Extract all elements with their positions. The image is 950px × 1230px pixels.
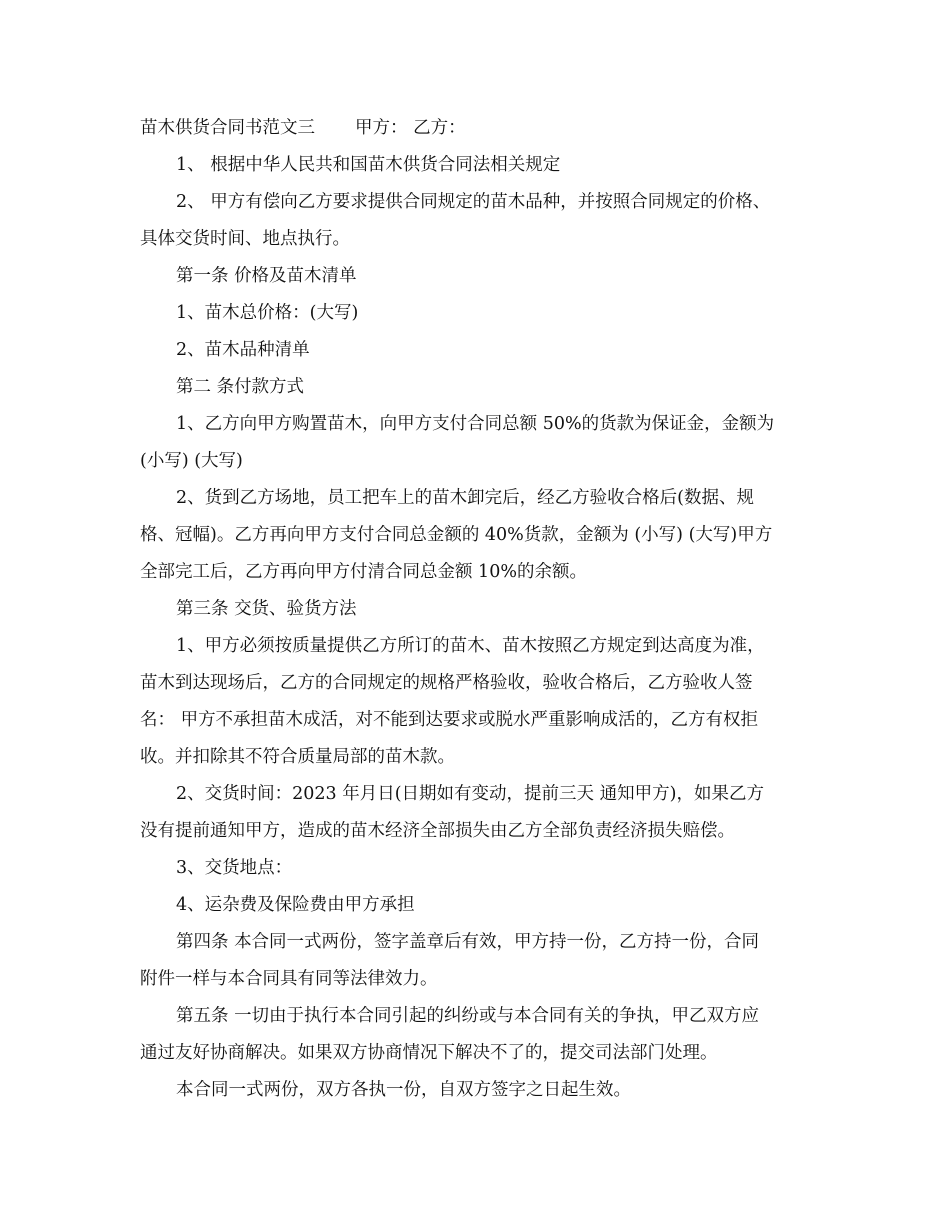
- party-a-label: 甲方：: [355, 118, 408, 138]
- document-title: 苗木供货合同书范文三: [140, 118, 315, 138]
- paragraph-line: 附件一样与本合同具有同等法律效力。: [140, 969, 438, 989]
- header-line: [140, 110, 812, 147]
- paragraph-line: 具体交货时间、地点执行。: [140, 229, 350, 249]
- section-heading: 第三条 交货、验货方法: [176, 599, 357, 619]
- contract-document: [140, 110, 812, 1109]
- section-heading: 第四条 本合同一式两份，签字盖章后有效，甲方持一份，乙方持一份，合同: [176, 932, 760, 952]
- paragraph-line: 4、运杂费及保险费由甲方承担: [176, 895, 415, 915]
- paragraph-line: 1、乙方向甲方购置苗木，向甲方支付合同总额 50%的货款为保证金，金额为: [176, 414, 775, 434]
- paragraph-line: 通过友好协商解决。如果双方协商情况下解决不了的，提交司法部门处理。: [140, 1043, 718, 1063]
- closing-line: 本合同一式两份，双方各执一份，自双方签字之日起生效。: [176, 1080, 631, 1100]
- paragraph-line: 2、交货时间：2023 年月日(日期如有变动，提前三天 通知甲方)，如果乙方: [176, 784, 764, 804]
- paragraph-line: 2、苗木品种清单: [176, 340, 310, 360]
- paragraph-line: 2、 甲方有偿向乙方要求提供合同规定的苗木品种，并按照合同规定的价格、: [176, 192, 771, 212]
- paragraph-line: 名： 甲方不承担苗木成活，对不能到达要求或脱水严重影响成活的，乙方有权拒: [140, 710, 759, 730]
- paragraph-line: 1、苗木总价格：(大写): [176, 303, 359, 323]
- party-b-label: 乙方：: [413, 118, 466, 138]
- paragraph-line: 格、冠幅)。乙方再向甲方支付合同总金额的 40%货款，金额为 (小写) (大写)甲方: [140, 525, 773, 545]
- paragraph-line: 全部完工后，乙方再向甲方付清合同总金额 10%的余额。: [140, 562, 587, 582]
- paragraph-line: 3、交货地点：: [176, 858, 293, 878]
- paragraph-line: 1、甲方必须按质量提供乙方所订的苗木、苗木按照乙方规定到达高度为准，: [176, 636, 765, 656]
- paragraph-line: (小写) (大写): [140, 451, 243, 471]
- section-heading: 第二 条付款方式: [176, 377, 305, 397]
- section-heading: 第一条 价格及苗木清单: [176, 266, 357, 286]
- paragraph-line: 苗木到达现场后，乙方的合同规定的规格严格验收，验收合格后，乙方验收人签: [140, 673, 753, 693]
- section-heading: 第五条 一切由于执行本合同引起的纠纷或与本合同有关的争执，甲乙双方应: [176, 1006, 760, 1026]
- paragraph-line: 没有提前通知甲方，造成的苗木经济全部损失由乙方全部负责经济损失赔偿。: [140, 821, 735, 841]
- paragraph-line: 2、货到乙方场地，员工把车上的苗木卸完后，经乙方验收合格后(数据、规: [176, 488, 754, 508]
- paragraph-line: 收。并扣除其不符合质量局部的苗木款。: [140, 747, 455, 767]
- paragraph-line: 1、 根据中华人民共和国苗木供货合同法相关规定: [176, 155, 561, 175]
